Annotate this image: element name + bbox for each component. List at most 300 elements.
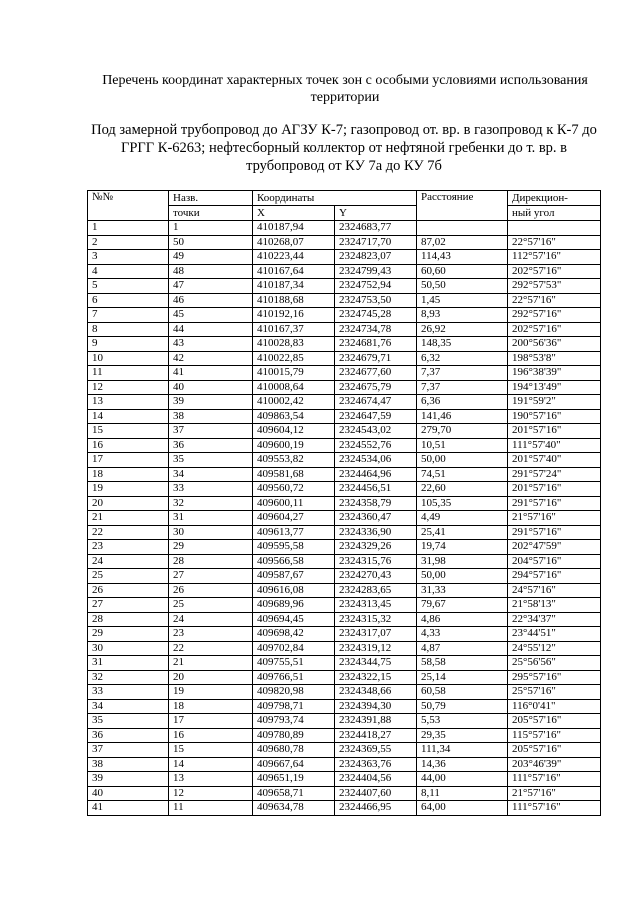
cell-point-name: 49 (169, 250, 253, 265)
table-row (88, 801, 601, 816)
cell-y: 2324534,06 (335, 453, 417, 468)
cell-point-name: 28 (169, 554, 253, 569)
cell-point-name: 21 (169, 656, 253, 671)
table-row (88, 670, 601, 685)
cell-distance: 31,33 (417, 583, 508, 598)
page-title: Перечень координат характерных точек зон с особыми условиями использования территории (102, 73, 588, 105)
cell-direction-angle: 294°57'16" (508, 569, 601, 584)
cell-direction-angle: 198°53'8" (508, 351, 601, 366)
table-row (88, 540, 601, 555)
cell-distance: 141,46 (417, 409, 508, 424)
table-row (88, 569, 601, 584)
cell-direction-angle: 200°56'36" (508, 337, 601, 352)
table-row (88, 337, 601, 352)
cell-number: 11 (88, 366, 169, 381)
header-point-name: Назв. (169, 191, 253, 206)
table-row (88, 554, 601, 569)
cell-point-name: 20 (169, 670, 253, 685)
table-row (88, 598, 601, 613)
cell-y: 2324319,12 (335, 641, 417, 656)
cell-point-name: 25 (169, 598, 253, 613)
cell-x: 409604,27 (253, 511, 335, 526)
table-row (88, 496, 601, 511)
table-row (88, 641, 601, 656)
cell-direction-angle: 22°34'37" (508, 612, 601, 627)
cell-direction-angle: 202°47'59" (508, 540, 601, 555)
cell-y: 2324348,66 (335, 685, 417, 700)
cell-direction-angle: 24°57'16" (508, 583, 601, 598)
cell-distance: 7,37 (417, 366, 508, 381)
cell-y: 2324717,70 (335, 235, 417, 250)
cell-direction-angle: 205°57'16" (508, 743, 601, 758)
cell-x: 410167,64 (253, 264, 335, 279)
cell-distance: 25,14 (417, 670, 508, 685)
header-point: точки (169, 206, 253, 221)
cell-distance: 8,93 (417, 308, 508, 323)
cell-number: 32 (88, 670, 169, 685)
cell-distance: 50,79 (417, 699, 508, 714)
cell-distance: 111,34 (417, 743, 508, 758)
cell-x: 410015,79 (253, 366, 335, 381)
coordinates-table (87, 190, 601, 816)
table-row (88, 322, 601, 337)
table-row (88, 395, 601, 410)
cell-number: 12 (88, 380, 169, 395)
table-header (88, 191, 601, 221)
cell-distance (417, 221, 508, 236)
cell-distance: 29,35 (417, 728, 508, 743)
cell-direction-angle: 194°13'49" (508, 380, 601, 395)
cell-x: 410002,42 (253, 395, 335, 410)
cell-y: 2324270,43 (335, 569, 417, 584)
header-row-1 (88, 191, 601, 206)
cell-distance: 74,51 (417, 467, 508, 482)
cell-direction-angle: 111°57'16" (508, 801, 601, 816)
cell-y: 2324752,94 (335, 279, 417, 294)
cell-x: 410167,37 (253, 322, 335, 337)
cell-distance: 25,41 (417, 525, 508, 540)
cell-distance: 10,51 (417, 438, 508, 453)
cell-y: 2324681,76 (335, 337, 417, 352)
cell-y: 2324394,30 (335, 699, 417, 714)
cell-x: 410192,16 (253, 308, 335, 323)
cell-point-name: 44 (169, 322, 253, 337)
cell-x: 410223,44 (253, 250, 335, 265)
cell-x: 409566,58 (253, 554, 335, 569)
table-body (88, 221, 601, 816)
cell-distance: 279,70 (417, 424, 508, 439)
cell-x: 409553,82 (253, 453, 335, 468)
cell-direction-angle: 203°46'39" (508, 757, 601, 772)
cell-distance: 4,87 (417, 641, 508, 656)
cell-number: 16 (88, 438, 169, 453)
cell-x: 409651,19 (253, 772, 335, 787)
cell-y: 2324456,51 (335, 482, 417, 497)
cell-y: 2324466,95 (335, 801, 417, 816)
cell-number: 34 (88, 699, 169, 714)
cell-number: 13 (88, 395, 169, 410)
cell-distance: 5,53 (417, 714, 508, 729)
cell-number: 25 (88, 569, 169, 584)
cell-direction-angle: 23°44'51" (508, 627, 601, 642)
cell-number: 7 (88, 308, 169, 323)
table-row (88, 351, 601, 366)
table-row (88, 583, 601, 598)
cell-direction-angle: 111°57'40" (508, 438, 601, 453)
cell-y: 2324363,76 (335, 757, 417, 772)
cell-y: 2324313,45 (335, 598, 417, 613)
cell-y: 2324552,76 (335, 438, 417, 453)
table-row (88, 685, 601, 700)
cell-number: 10 (88, 351, 169, 366)
cell-x: 409604,12 (253, 424, 335, 439)
cell-point-name: 24 (169, 612, 253, 627)
cell-number: 27 (88, 598, 169, 613)
cell-point-name: 26 (169, 583, 253, 598)
cell-number: 23 (88, 540, 169, 555)
cell-distance: 87,02 (417, 235, 508, 250)
table-row (88, 438, 601, 453)
cell-x: 409595,58 (253, 540, 335, 555)
cell-x: 409600,11 (253, 496, 335, 511)
table-row (88, 380, 601, 395)
header-x: X (253, 206, 335, 221)
cell-y: 2324683,77 (335, 221, 417, 236)
cell-number: 22 (88, 525, 169, 540)
cell-x: 409798,71 (253, 699, 335, 714)
cell-number: 36 (88, 728, 169, 743)
cell-number: 8 (88, 322, 169, 337)
cell-y: 2324358,79 (335, 496, 417, 511)
cell-x: 409698,42 (253, 627, 335, 642)
cell-point-name: 15 (169, 743, 253, 758)
cell-direction-angle: 22°57'16" (508, 293, 601, 308)
table-row (88, 699, 601, 714)
cell-point-name: 22 (169, 641, 253, 656)
cell-y: 2324391,88 (335, 714, 417, 729)
cell-number: 24 (88, 554, 169, 569)
cell-y: 2324679,71 (335, 351, 417, 366)
cell-direction-angle: 291°57'16" (508, 525, 601, 540)
cell-direction-angle: 190°57'16" (508, 409, 601, 424)
cell-direction-angle (508, 221, 601, 236)
cell-direction-angle: 112°57'16" (508, 250, 601, 265)
cell-direction-angle: 25°56'56" (508, 656, 601, 671)
cell-direction-angle: 201°57'40" (508, 453, 601, 468)
cell-direction-angle: 116°0'41" (508, 699, 601, 714)
cell-y: 2324677,60 (335, 366, 417, 381)
cell-number: 19 (88, 482, 169, 497)
cell-point-name: 40 (169, 380, 253, 395)
cell-y: 2324369,55 (335, 743, 417, 758)
table-row (88, 772, 601, 787)
cell-y: 2324360,47 (335, 511, 417, 526)
table-row (88, 250, 601, 265)
cell-point-name: 45 (169, 308, 253, 323)
cell-direction-angle: 21°57'16" (508, 786, 601, 801)
cell-distance: 14,36 (417, 757, 508, 772)
cell-y: 2324675,79 (335, 380, 417, 395)
cell-x: 409560,72 (253, 482, 335, 497)
cell-distance: 50,00 (417, 569, 508, 584)
table-row (88, 264, 601, 279)
cell-number: 14 (88, 409, 169, 424)
cell-x: 409581,68 (253, 467, 335, 482)
table-row (88, 467, 601, 482)
cell-distance: 31,98 (417, 554, 508, 569)
table-row (88, 279, 601, 294)
cell-direction-angle: 295°57'16" (508, 670, 601, 685)
header-distance: Расстояние (417, 191, 508, 221)
cell-direction-angle: 115°57'16" (508, 728, 601, 743)
cell-y: 2324329,26 (335, 540, 417, 555)
cell-point-name: 14 (169, 757, 253, 772)
cell-number: 30 (88, 641, 169, 656)
header-angle: ный угол (508, 206, 601, 221)
cell-x: 410187,94 (253, 221, 335, 236)
cell-distance: 22,60 (417, 482, 508, 497)
cell-x: 409755,51 (253, 656, 335, 671)
cell-x: 409667,64 (253, 757, 335, 772)
cell-distance: 44,00 (417, 772, 508, 787)
cell-direction-angle: 191°59'2" (508, 395, 601, 410)
cell-direction-angle: 292°57'16" (508, 308, 601, 323)
table-row (88, 786, 601, 801)
cell-number: 1 (88, 221, 169, 236)
cell-x: 410022,85 (253, 351, 335, 366)
cell-x: 410028,83 (253, 337, 335, 352)
table-row (88, 409, 601, 424)
cell-y: 2324336,90 (335, 525, 417, 540)
cell-point-name: 29 (169, 540, 253, 555)
cell-point-name: 50 (169, 235, 253, 250)
cell-number: 3 (88, 250, 169, 265)
cell-x: 409780,89 (253, 728, 335, 743)
table-row (88, 308, 601, 323)
table-row (88, 366, 601, 381)
cell-number: 18 (88, 467, 169, 482)
cell-y: 2324745,28 (335, 308, 417, 323)
table-row (88, 714, 601, 729)
cell-x: 409613,77 (253, 525, 335, 540)
cell-y: 2324543,02 (335, 424, 417, 439)
cell-distance: 19,74 (417, 540, 508, 555)
cell-point-name: 18 (169, 699, 253, 714)
cell-point-name: 42 (169, 351, 253, 366)
table-row (88, 627, 601, 642)
cell-x: 409702,84 (253, 641, 335, 656)
table-row (88, 424, 601, 439)
cell-x: 409600,19 (253, 438, 335, 453)
cell-number: 29 (88, 627, 169, 642)
cell-distance: 79,67 (417, 598, 508, 613)
cell-number: 31 (88, 656, 169, 671)
cell-number: 6 (88, 293, 169, 308)
cell-point-name: 38 (169, 409, 253, 424)
cell-direction-angle: 21°57'16" (508, 511, 601, 526)
cell-x: 409634,78 (253, 801, 335, 816)
cell-direction-angle: 25°57'16" (508, 685, 601, 700)
cell-y: 2324674,47 (335, 395, 417, 410)
cell-point-name: 30 (169, 525, 253, 540)
cell-point-name: 31 (169, 511, 253, 526)
cell-y: 2324344,75 (335, 656, 417, 671)
cell-direction-angle: 24°55'12" (508, 641, 601, 656)
cell-x: 409680,78 (253, 743, 335, 758)
cell-distance: 50,50 (417, 279, 508, 294)
table-row (88, 511, 601, 526)
cell-x: 410187,34 (253, 279, 335, 294)
table-row (88, 453, 601, 468)
cell-direction-angle: 22°57'16" (508, 235, 601, 250)
cell-y: 2324799,43 (335, 264, 417, 279)
cell-y: 2324647,59 (335, 409, 417, 424)
cell-point-name: 41 (169, 366, 253, 381)
cell-point-name: 16 (169, 728, 253, 743)
cell-number: 2 (88, 235, 169, 250)
cell-number: 38 (88, 757, 169, 772)
cell-x: 409694,45 (253, 612, 335, 627)
cell-number: 26 (88, 583, 169, 598)
cell-y: 2324753,50 (335, 293, 417, 308)
cell-point-name: 33 (169, 482, 253, 497)
table-row (88, 743, 601, 758)
cell-y: 2324283,65 (335, 583, 417, 598)
cell-number: 15 (88, 424, 169, 439)
header-number: №№ (88, 191, 169, 221)
cell-distance: 114,43 (417, 250, 508, 265)
cell-point-name: 48 (169, 264, 253, 279)
cell-number: 28 (88, 612, 169, 627)
cell-y: 2324315,76 (335, 554, 417, 569)
cell-distance: 60,58 (417, 685, 508, 700)
cell-x: 409766,51 (253, 670, 335, 685)
cell-direction-angle: 111°57'16" (508, 772, 601, 787)
cell-y: 2324734,78 (335, 322, 417, 337)
cell-direction-angle: 21°58'13" (508, 598, 601, 613)
cell-point-name: 27 (169, 569, 253, 584)
cell-distance: 148,35 (417, 337, 508, 352)
cell-x: 409820,98 (253, 685, 335, 700)
cell-direction-angle: 202°57'16" (508, 322, 601, 337)
cell-point-name: 36 (169, 438, 253, 453)
cell-direction-angle: 201°57'16" (508, 424, 601, 439)
header-direction-angle: Дирекцион- (508, 191, 601, 206)
page-subtitle: Под замерной трубопровод до АГЗУ К-7; газопровод от. вр. в газопровод к К-7 до ГРГГ К-6263; нефтесборный коллектор от нефтяной гребенки до т. вр. в трубопровод от КУ 7а до КУ 7б (91, 122, 597, 174)
cell-y: 2324418,27 (335, 728, 417, 743)
cell-y: 2324322,15 (335, 670, 417, 685)
cell-distance: 105,35 (417, 496, 508, 511)
cell-point-name: 39 (169, 395, 253, 410)
cell-x: 409587,67 (253, 569, 335, 584)
cell-direction-angle: 202°57'16" (508, 264, 601, 279)
cell-number: 39 (88, 772, 169, 787)
cell-x: 409689,96 (253, 598, 335, 613)
cell-y: 2324823,07 (335, 250, 417, 265)
cell-distance: 58,58 (417, 656, 508, 671)
cell-direction-angle: 204°57'16" (508, 554, 601, 569)
cell-x: 409863,54 (253, 409, 335, 424)
cell-point-name: 11 (169, 801, 253, 816)
cell-point-name: 37 (169, 424, 253, 439)
cell-number: 4 (88, 264, 169, 279)
cell-direction-angle: 201°57'16" (508, 482, 601, 497)
cell-number: 21 (88, 511, 169, 526)
cell-x: 409616,08 (253, 583, 335, 598)
cell-distance: 8,11 (417, 786, 508, 801)
header-y: Y (335, 206, 417, 221)
cell-point-name: 13 (169, 772, 253, 787)
cell-point-name: 46 (169, 293, 253, 308)
cell-x: 409658,71 (253, 786, 335, 801)
cell-y: 2324407,60 (335, 786, 417, 801)
cell-number: 41 (88, 801, 169, 816)
cell-point-name: 43 (169, 337, 253, 352)
table-row (88, 612, 601, 627)
cell-direction-angle: 292°57'53" (508, 279, 601, 294)
cell-distance: 64,00 (417, 801, 508, 816)
cell-number: 9 (88, 337, 169, 352)
table-row (88, 757, 601, 772)
table-row (88, 656, 601, 671)
cell-direction-angle: 291°57'16" (508, 496, 601, 511)
cell-y: 2324404,56 (335, 772, 417, 787)
cell-number: 5 (88, 279, 169, 294)
cell-number: 40 (88, 786, 169, 801)
cell-point-name: 12 (169, 786, 253, 801)
cell-point-name: 1 (169, 221, 253, 236)
cell-direction-angle: 291°57'24" (508, 467, 601, 482)
cell-y: 2324464,96 (335, 467, 417, 482)
cell-y: 2324317,07 (335, 627, 417, 642)
cell-x: 410188,68 (253, 293, 335, 308)
cell-distance: 1,45 (417, 293, 508, 308)
cell-number: 37 (88, 743, 169, 758)
cell-distance: 6,32 (417, 351, 508, 366)
cell-point-name: 47 (169, 279, 253, 294)
cell-distance: 4,86 (417, 612, 508, 627)
cell-distance: 26,92 (417, 322, 508, 337)
cell-y: 2324315,32 (335, 612, 417, 627)
cell-x: 410268,07 (253, 235, 335, 250)
cell-distance: 6,36 (417, 395, 508, 410)
cell-point-name: 35 (169, 453, 253, 468)
cell-point-name: 19 (169, 685, 253, 700)
cell-distance: 7,37 (417, 380, 508, 395)
table-row (88, 728, 601, 743)
cell-number: 33 (88, 685, 169, 700)
table-row (88, 221, 601, 236)
cell-direction-angle: 196°38'39" (508, 366, 601, 381)
cell-x: 410008,64 (253, 380, 335, 395)
cell-distance: 4,33 (417, 627, 508, 642)
header-coordinates: Координаты (253, 191, 417, 206)
cell-number: 17 (88, 453, 169, 468)
cell-point-name: 23 (169, 627, 253, 642)
cell-number: 35 (88, 714, 169, 729)
cell-distance: 60,60 (417, 264, 508, 279)
cell-direction-angle: 205°57'16" (508, 714, 601, 729)
cell-point-name: 34 (169, 467, 253, 482)
cell-x: 409793,74 (253, 714, 335, 729)
table-row (88, 482, 601, 497)
cell-point-name: 32 (169, 496, 253, 511)
cell-number: 20 (88, 496, 169, 511)
table-row (88, 525, 601, 540)
table-row (88, 293, 601, 308)
cell-point-name: 17 (169, 714, 253, 729)
cell-distance: 4,49 (417, 511, 508, 526)
